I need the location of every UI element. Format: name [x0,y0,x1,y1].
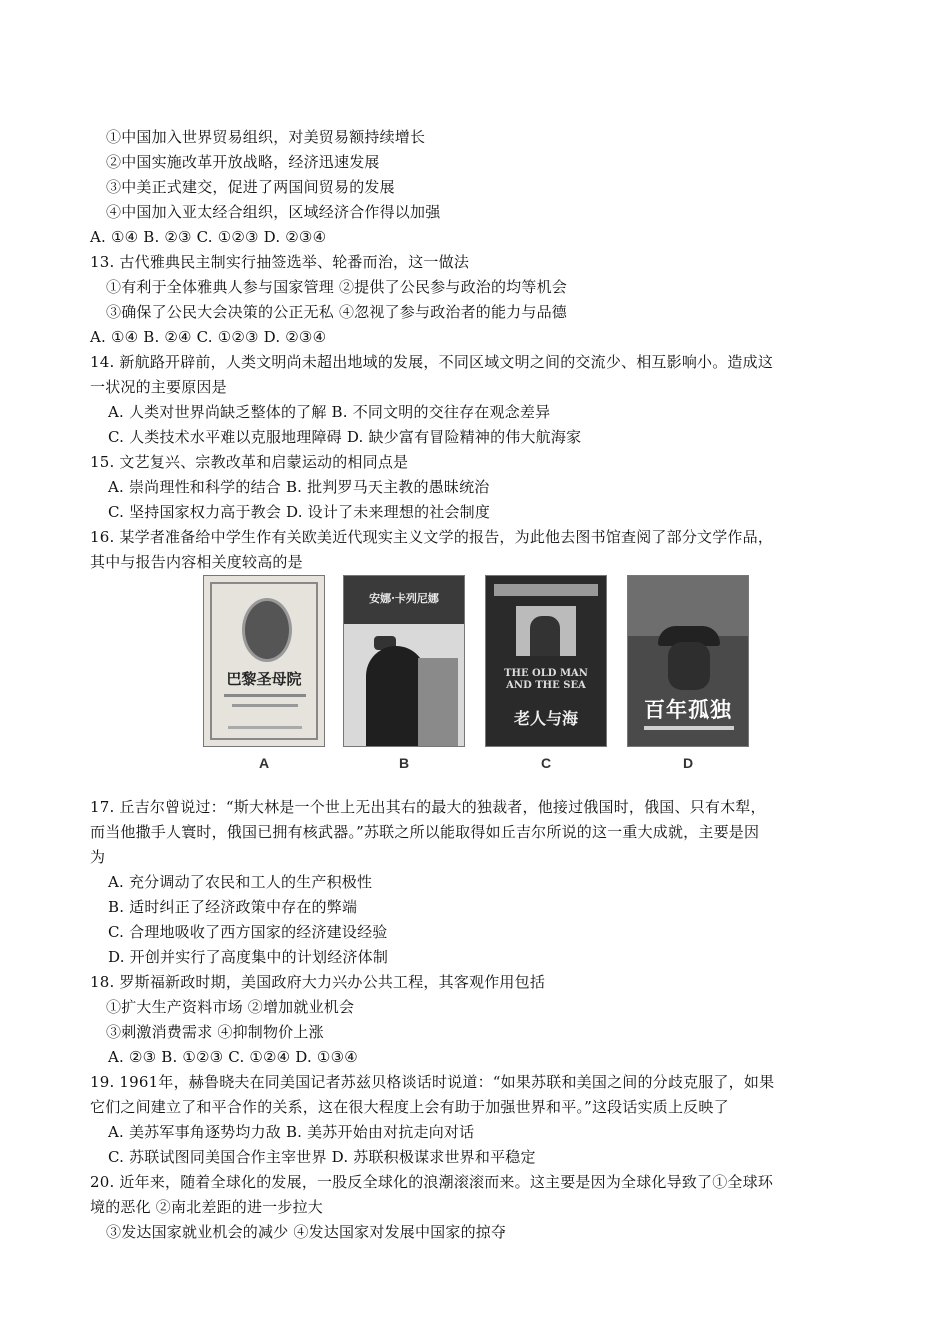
q14-options-a-b: A. 人类对世界尚缺乏整体的了解 B. 不同文明的交往存在观念差异 [108,403,551,421]
q12-option-1: ①中国加入世界贸易组织，对美贸易额持续增长 [106,128,426,146]
q19-options-c-d: C. 苏联试图同美国合作主宰世界 D. 苏联积极谋求世界和平稳定 [108,1148,536,1166]
q15-options-a-b: A. 崇尚理性和科学的结合 B. 批判罗马天主教的愚昧统治 [108,478,490,496]
book-c-title: 老人与海 [513,709,578,728]
q14-options-c-d: C. 人类技术水平难以克服地理障碍 D. 缺少富有冒险精神的伟大航海家 [108,428,582,446]
q14-stem-line-2: 一状况的主要原因是 [90,378,227,396]
q18-options-1-2: ①扩大生产资料市场 ②增加就业机会 [106,998,355,1016]
q17-option-b: B. 适时纠正了经济政策中存在的弊端 [108,898,358,916]
q12-option-3: ③中美正式建交，促进了两国间贸易的发展 [106,178,395,196]
q15-stem: 15. 文艺复兴、宗教改革和启蒙运动的相同点是 [90,453,409,471]
q17-option-c: C. 合理地吸收了西方国家的经济建设经验 [108,923,388,941]
q17-option-d: D. 开创并实行了高度集中的计划经济体制 [108,948,389,966]
q13-stem: 13. 古代雅典民主制实行抽签选举、轮番而治，这一做法 [90,253,470,271]
q12-option-2: ②中国实施改革开放战略，经济迅速发展 [106,153,380,171]
book-label-a: A [258,755,270,771]
q16-stem-line-2: 其中与报告内容相关度较高的是 [90,553,303,571]
q18-options-3-4: ③刺激消费需求 ④抑制物价上涨 [106,1023,324,1041]
book-cover-c [485,575,607,747]
q20-stem-line-1: 20. 近年来，随着全球化的发展，一股反全球化的浪潮滚滚而来。这主要是因为全球化导致了①全球环 [90,1173,774,1191]
q13-options-3-4: ③确保了公民大会决策的公正无私 ④忽视了参与政治者的能力与品德 [106,303,567,321]
book-d-title: 百年孤独 [644,697,732,722]
q17-stem-line-2: 而当他撒手人寰时，俄国已拥有核武器。”苏联之所以能取得如丘吉尔所说的这一重大成就，主要是因 [90,823,760,841]
book-b-title: 安娜·卡列尼娜 [369,592,439,605]
q18-stem: 18. 罗斯福新政时期，美国政府大力兴办公共工程，其客观作用包括 [90,973,546,991]
q14-stem-line-1: 14. 新航路开辟前，人类文明尚未超出地域的发展，不同区域文明之间的交流少、相互影响小。造成这 [90,353,774,371]
q20-stem-line-3: ③发达国家就业机会的减少 ④发达国家对发展中国家的掠夺 [106,1223,507,1241]
q19-stem-line-2: 它们之间建立了和平合作的关系，这在很大程度上会有助于加强世界和平。”这段话实质上反映了 [90,1098,729,1116]
book-covers-figure [198,575,758,775]
q19-stem-line-1: 19. 1961年，赫鲁晓夫在同美国记者苏兹贝格谈话时说道：“如果苏联和美国之间的分歧克服了，如果 [90,1073,775,1091]
book-label-d: D [682,755,694,771]
q13-answers: A. ①④ B. ②④ C. ①②③ D. ②③④ [90,328,327,346]
q17-stem-line-1: 17. 丘吉尔曾说过：“斯大林是一个世上无出其右的最大的独裁者，他接过俄国时，俄国、只有木犁， [90,798,766,816]
book-label-c: C [540,755,552,771]
book-label-b: B [398,755,410,771]
q19-options-a-b: A. 美苏军事角逐势均力敌 B. 美苏开始由对抗走向对话 [108,1123,475,1141]
book-cover-d [627,575,749,747]
q12-option-4: ④中国加入亚太经合组织，区域经济合作得以加强 [106,203,441,221]
book-cover-b [343,575,465,747]
q13-options-1-2: ①有利于全体雅典人参与国家管理 ②提供了公民参与政治的均等机会 [106,278,567,296]
q16-stem-line-1: 16. 某学者准备给中学生作有关欧美近代现实主义文学的报告，为此他去图书馆查阅了部分文学作品， [90,528,774,546]
q20-stem-line-2: 境的恶化 ②南北差距的进一步拉大 [90,1198,323,1216]
book-cover-a [203,575,325,747]
q12-answers: A. ①④ B. ②③ C. ①②③ D. ②③④ [90,228,327,246]
q15-options-c-d: C. 坚持国家权力高于教会 D. 设计了未来理想的社会制度 [108,503,491,521]
q18-answers: A. ②③ B. ①②③ C. ①②④ D. ①③④ [108,1048,358,1066]
q17-option-a: A. 充分调动了农民和工人的生产积极性 [108,873,373,891]
book-a-title: 巴黎圣母院 [226,670,302,688]
book-c-title-en: THE OLD MAN AND THE SEA [504,668,588,691]
q17-stem-line-3: 为 [90,848,106,866]
